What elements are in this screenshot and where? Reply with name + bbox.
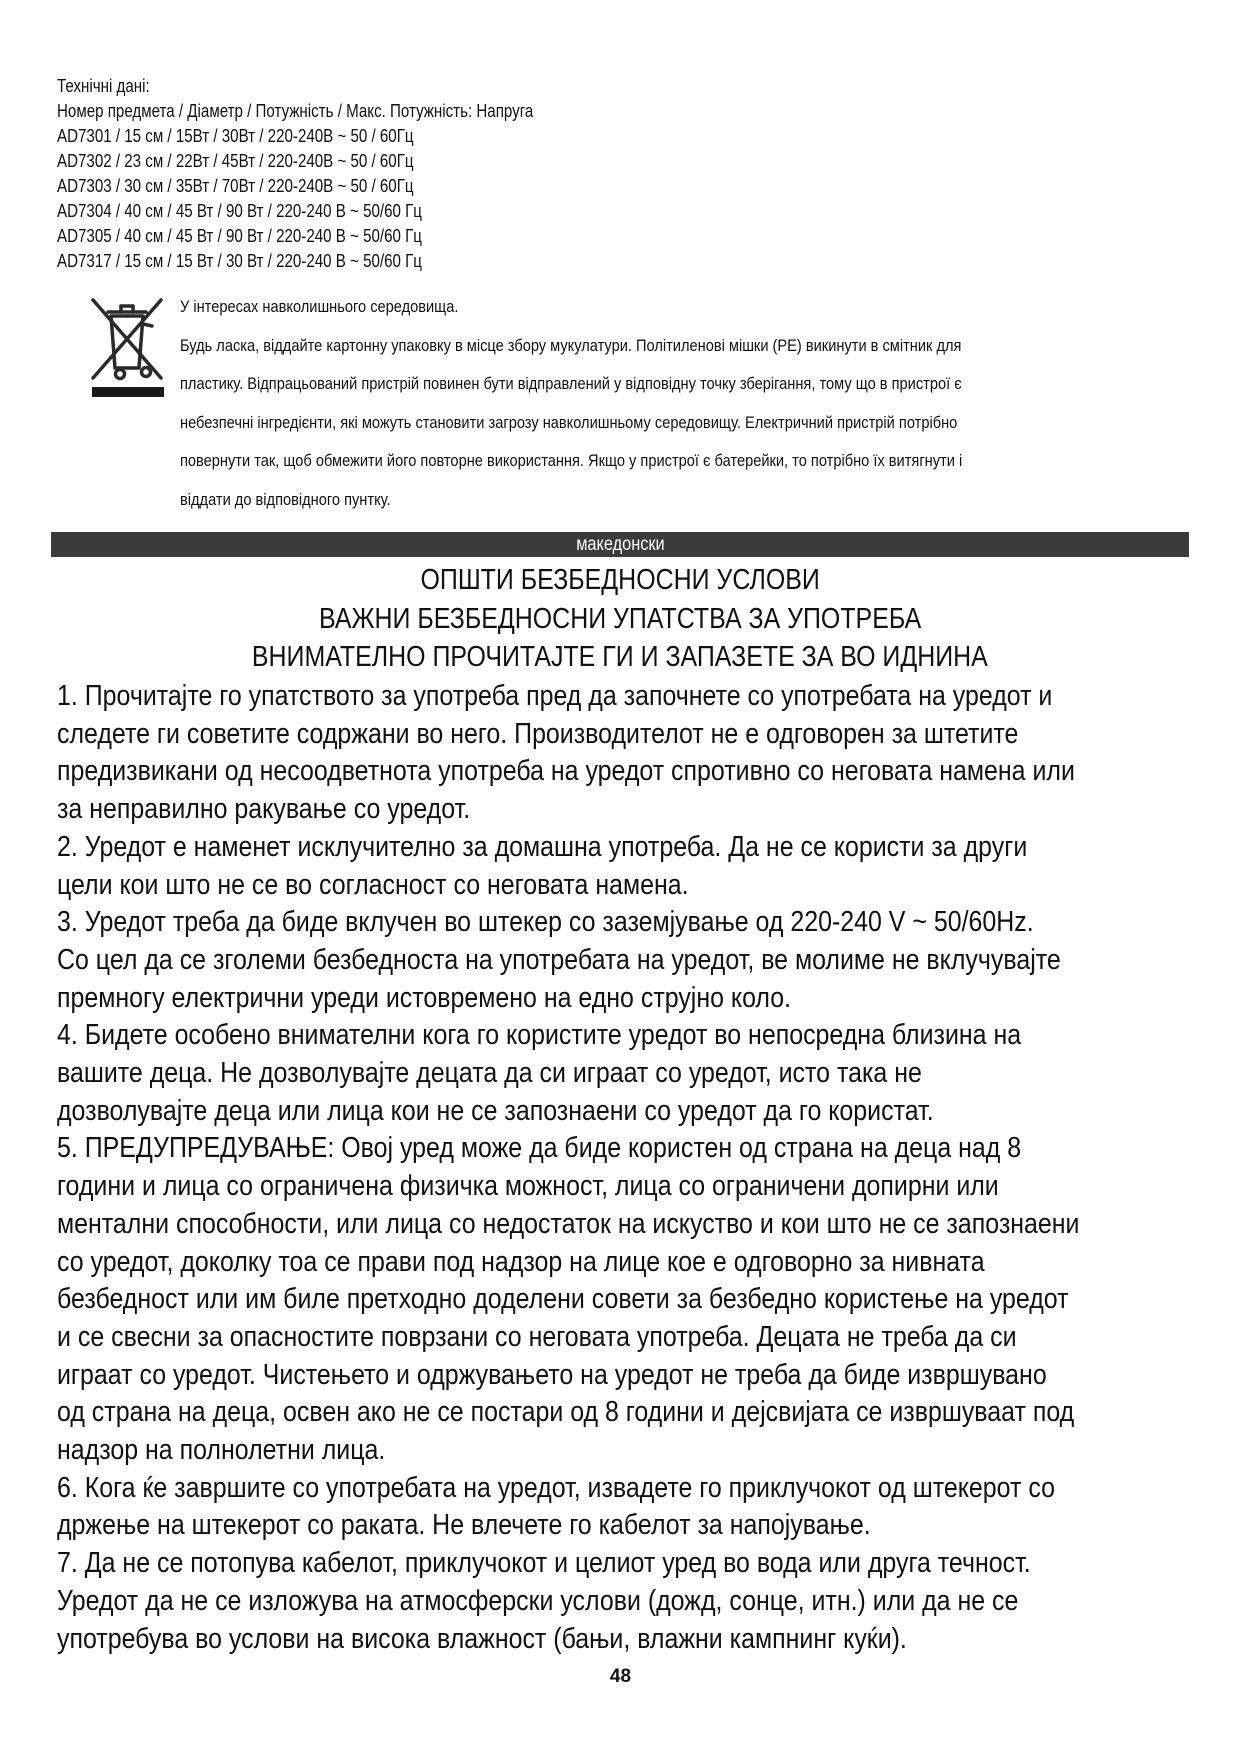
body-line: години и лица со ограничена физичка можност, лица со ограничени допирни или <box>57 1170 999 1203</box>
body-line: држење на штекерот со раката. Не влечете го кабелот за напојување. <box>57 1509 871 1542</box>
body-line: ментални способности, или лица со недостаток на искуство и кои што не се запознаени <box>57 1207 1080 1240</box>
language-section-bar: македонски <box>51 532 1189 557</box>
body-line: премногу електрични уреди истовремено на едно струјно коло. <box>57 981 792 1014</box>
body-line: со уредот, доколку тоа се прави под надзор на лице кое е одговорно за нивната <box>57 1245 985 1278</box>
section-heading-read-carefully: ВНИМАТЕЛНО ПРОЧИТАЈТЕ ГИ И ЗАПАЗЕТЕ ЗА ВО ИДНИНА <box>252 641 988 673</box>
body-line: безбедност или им биле претходно доделени совети за безбедно користење на уредот <box>57 1283 1069 1316</box>
body-line: 4. Бидете особено внимателни кога го користите уредот во непосредна близина на <box>57 1019 1022 1052</box>
body-line: 6. Кога ќе завршите со употребата на уредот, извадете го приклучокот од штекерот со <box>57 1471 1055 1504</box>
technical-data-row: AD7317 / 15 см / 15 Вт / 30 Вт / 220-240 В ~ 50/60 Гц <box>57 251 422 271</box>
environment-line: У інтересах навколишнього середовища. <box>180 297 459 316</box>
environment-line: віддати до відповідного пунтку. <box>180 489 391 509</box>
technical-data-row: AD7303 / 30 см / 35Вт / 70Вт / 220-240В ~ 50 / 60Гц <box>57 176 414 196</box>
body-line: од страна на деца, освен ако не се постари од 8 години и дејсвијата се извршуваат под <box>57 1396 1075 1429</box>
safety-instructions-body <box>57 678 1241 1658</box>
technical-data-row: AD7305 / 40 см / 45 Вт / 90 Вт / 220-240 В ~ 50/60 Гц <box>57 226 422 246</box>
body-line: 1. Прочитајте го упатството за употреба пред да започнете со употребата на уредот и <box>57 680 1053 712</box>
crossed-out-wheelie-bin-icon <box>90 294 168 400</box>
environment-line: пластику. Відпрацьований пристрій повинен бути відправлений у відповідну точку зберігання, тому що в пристрої є <box>180 374 962 394</box>
body-line: 3. Уредот треба да биде вклучен во штекер со заземјување од 220-240 V ~ 50/60Hz. <box>57 906 1034 939</box>
body-line: вашите деца. Не дозволувајте децата да си играат со уредот, исто така не <box>57 1057 922 1090</box>
section-heading-important: ВАЖНИ БЕЗБЕДНОСНИ УПАТСТВА ЗА УПОТРЕБА <box>318 603 922 635</box>
body-line: Уредот да не се изложува на атмосферски услови (дожд, сонце, итн.) или да не се <box>57 1584 1019 1617</box>
body-line: Со цел да се зголеми безбедноста на употребата на уредот, ве молиме не вклучувајте <box>57 943 1061 976</box>
environment-line: повернути так, щоб обмежити його повторне використання. Якщо у пристрої є батерейки, то потрібно їх витягнути і <box>180 451 963 471</box>
body-line: за неправилно ракување со уредот. <box>57 793 471 826</box>
body-line: следете ги советите содржани во него. Производителот не е одговорен за штетите <box>57 717 1019 750</box>
body-line: цели кои што не се во согласност со неговата намена. <box>57 868 689 901</box>
section-heading-general: ОПШТИ БЕЗБЕДНОСНИ УСЛОВИ <box>420 564 820 596</box>
body-line: 7. Да не се потопува кабелот, приклучокот и целиот уред во вода или друга течност. <box>57 1547 1031 1580</box>
body-line: и се свесни за опасностите поврзани со неговата употреба. Децата не треба да си <box>57 1320 1017 1353</box>
environment-line: небезпечні інгредієнти, які можуть становити загрозу навколишньому середовищу. Електричний пристрій потрібно <box>180 412 958 432</box>
technical-data-title: Технічні дані: <box>57 76 150 96</box>
body-line: употребува во услови на висока влажност (бањи, влажни кампнинг куќи). <box>57 1622 907 1655</box>
body-line: играат со уредот. Чистењето и одржувањето на уредот не треба да биде извршувано <box>57 1358 1047 1391</box>
body-line: надзор на полнолетни лица. <box>57 1434 386 1467</box>
technical-data-row: AD7304 / 40 см / 45 Вт / 90 Вт / 220-240 В ~ 50/60 Гц <box>57 201 422 221</box>
technical-data-row: AD7302 / 23 см / 22Вт / 45Вт / 220-240В ~ 50 / 60Гц <box>57 151 414 171</box>
technical-data-header: Номер предмета / Діаметр / Потужність / Макс. Потужність: Напруга <box>57 101 534 121</box>
technical-data-row: AD7301 / 15 см / 15Вт / 30Вт / 220-240В ~ 50 / 60Гц <box>57 126 414 146</box>
page-number: 48 <box>609 1666 632 1687</box>
body-line: 2. Уредот е наменет исклучително за домашна употреба. Да не се користи за други <box>57 830 1028 863</box>
body-line: 5. ПРЕДУПРЕДУВАЊЕ: Овој уред може да биде користен од страна на деца над 8 <box>57 1132 1022 1165</box>
body-line: предизвикани од несоодветнота употреба на уредот спротивно со неговата намена или <box>57 755 1075 788</box>
technical-data-section <box>57 74 624 274</box>
body-line: дозволувајте деца или лица кои не се запознаени со уредот да го користат. <box>57 1094 934 1127</box>
environment-line: Будь ласка, віддайте картонну упаковку в місце збору мукулатури. Політиленові мішки (PE) викинути в смітник для <box>180 335 962 355</box>
